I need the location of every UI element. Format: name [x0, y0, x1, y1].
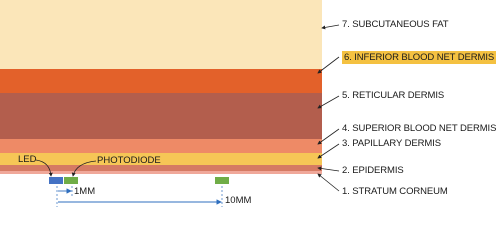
label-inferior: 6. INFERIOR BLOOD NET DERMIS — [344, 52, 495, 63]
layer-superior — [0, 139, 322, 153]
label-superior: 4. SUPERIOR BLOOD NET DERMIS — [342, 123, 497, 134]
label-papillary: 3. PAPILLARY DERMIS — [342, 138, 441, 149]
photodiode-label: PHOTODIODE — [97, 155, 161, 166]
layer-inferior — [0, 69, 322, 93]
label-reticular: 5. RETICULAR DERMIS — [342, 90, 445, 101]
leader-subcutaneous — [322, 25, 339, 28]
layer-stratum — [0, 171, 322, 174]
photodiode-sensor-far — [215, 177, 229, 184]
layer-epidermis — [0, 165, 322, 171]
distance-near-label: 1MM — [74, 186, 96, 197]
leader-stratum — [318, 174, 339, 191]
distance-far-label: 10MM — [225, 195, 252, 206]
layer-subcutaneous — [0, 0, 322, 69]
label-subcutaneous: 7. SUBCUTANEOUS FAT — [342, 19, 449, 30]
label-epidermis: 2. EPIDERMIS — [342, 165, 404, 176]
photodiode-sensor-near — [64, 177, 78, 184]
layer-reticular — [0, 93, 322, 139]
layer-papillary — [0, 153, 322, 165]
led-sensor — [49, 177, 63, 184]
label-stratum: 1. STRATUM CORNEUM — [342, 186, 448, 197]
led-label: LED — [18, 154, 37, 165]
